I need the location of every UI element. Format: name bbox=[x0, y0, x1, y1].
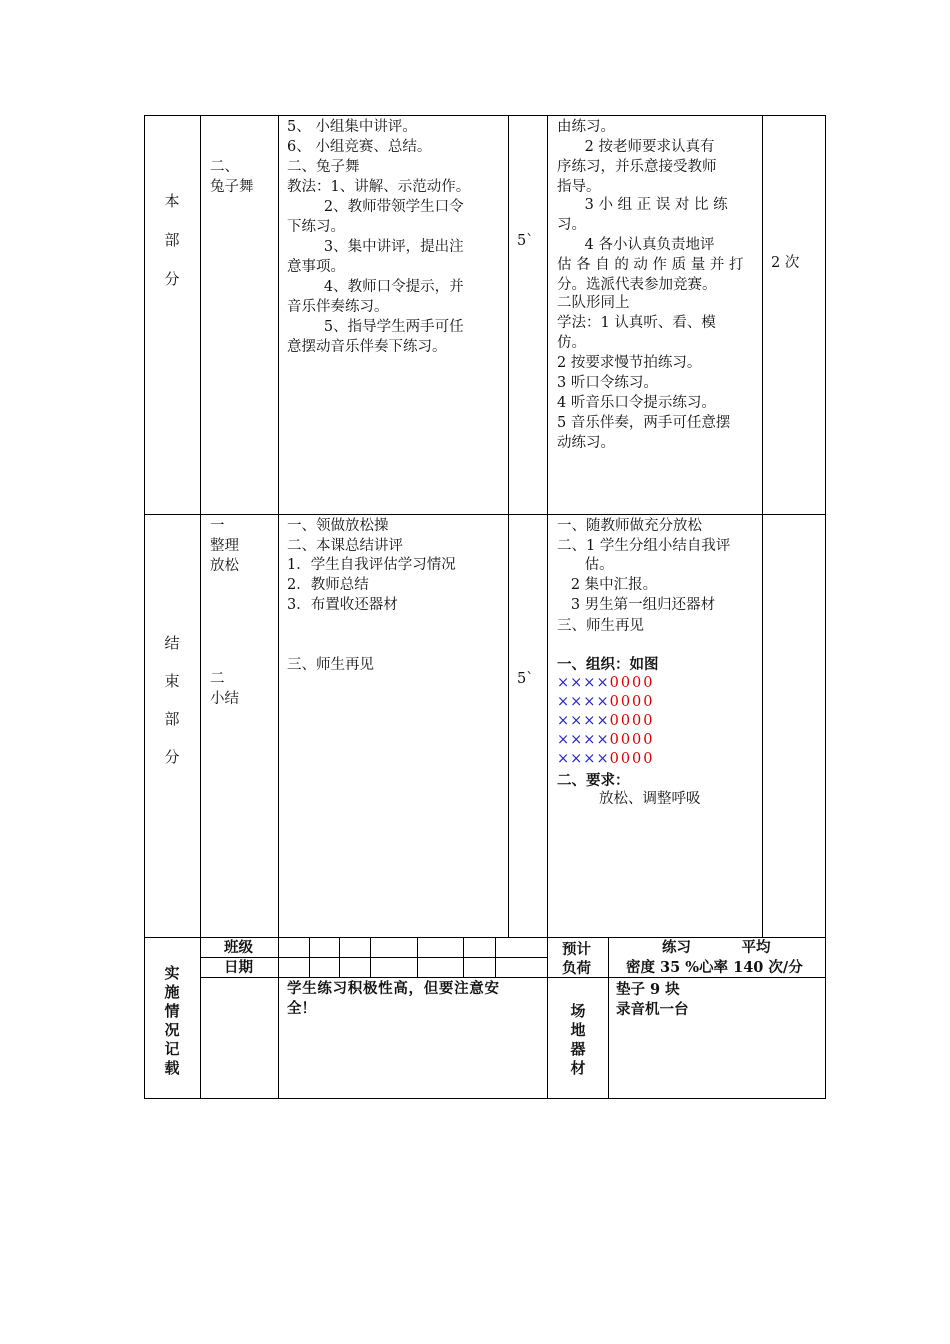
record-section-label bbox=[162, 962, 182, 1076]
main-section-char: 分 bbox=[164, 270, 180, 288]
teaching-line: 三、师生再见 bbox=[287, 657, 374, 673]
rule-rec-e bbox=[463, 937, 464, 978]
class-label: 班级 bbox=[224, 939, 253, 956]
rule-rec-f bbox=[495, 937, 496, 978]
teaching-line: 6、 小组竞赛、总结。 bbox=[287, 139, 432, 155]
teaching-line: 二、本课总结讲评 bbox=[287, 538, 403, 554]
teaching-line: 4、教师口令提示，并 bbox=[287, 279, 464, 295]
rule-col3 bbox=[508, 115, 509, 938]
rule-rec-c bbox=[370, 937, 371, 978]
teaching-line: 意事项。 bbox=[287, 259, 345, 275]
rule-col5 bbox=[762, 115, 763, 938]
rule-rec-d bbox=[417, 937, 418, 978]
main-section-label bbox=[162, 190, 182, 307]
formation-row bbox=[557, 693, 655, 713]
learning-line: 分。选派代表参加竞赛。 bbox=[557, 277, 717, 293]
rule-col1 bbox=[200, 115, 201, 1099]
ending-item-line: 整理 bbox=[210, 538, 239, 554]
learning-line: 学法：1 认真听、看、模 bbox=[557, 315, 716, 331]
rule-left bbox=[144, 115, 145, 1099]
rule-right bbox=[825, 115, 826, 1099]
formation-row bbox=[557, 750, 655, 770]
formation-crosses: ×××× bbox=[557, 694, 610, 710]
date-label: 日期 bbox=[224, 959, 253, 976]
load-value-line1: 练习 平均 bbox=[662, 939, 771, 956]
load-label-line: 预计 bbox=[562, 941, 591, 958]
learning-line: 一、随教师做充分放松 bbox=[557, 518, 702, 534]
teaching-line: 二、兔子舞 bbox=[287, 159, 360, 175]
teaching-line: 5、 小组集中讲评。 bbox=[287, 119, 417, 135]
teaching-line: 2、教师带领学生口令 bbox=[287, 199, 464, 215]
record-section-char: 实 bbox=[164, 964, 180, 982]
learning-line: 3 小 组 正 误 对 比 练 bbox=[557, 197, 728, 213]
learning-line: 5 音乐伴奏，两手可任意摆 bbox=[557, 415, 731, 431]
learning-line: 3 听口令练习。 bbox=[557, 375, 658, 391]
formation-circles: 0000 bbox=[609, 675, 655, 691]
ending-item-line: 放松 bbox=[210, 558, 239, 574]
main-section-char: 本 bbox=[164, 192, 180, 210]
rule-col4 bbox=[547, 115, 548, 1099]
load-value-line2: 密度 35 %心率 140 次/分 bbox=[626, 959, 803, 976]
record-section-char: 情 bbox=[164, 1002, 180, 1020]
record-section-char: 记 bbox=[164, 1040, 180, 1058]
learning-line: 3 男生第一组归还器材 bbox=[557, 597, 716, 613]
ending-section-char: 分 bbox=[164, 748, 180, 766]
organization-title: 一、组织：如图 bbox=[557, 656, 659, 673]
learning-line: 序练习，并乐意接受教师 bbox=[557, 159, 717, 175]
formation-crosses: ×××× bbox=[557, 713, 610, 729]
rule-col2 bbox=[278, 115, 279, 1099]
teaching-line: 一、领做放松操 bbox=[287, 518, 389, 534]
teaching-line: 下练习。 bbox=[287, 219, 345, 235]
load-label-line: 负荷 bbox=[562, 960, 591, 977]
formation-crosses: ×××× bbox=[557, 751, 610, 767]
formation-row bbox=[557, 731, 655, 751]
record-note: 学生练习积极性高，但要注意安全！ bbox=[287, 980, 499, 1017]
equipment-label-char: 地 bbox=[570, 1021, 586, 1039]
main-times: 2 次 bbox=[771, 255, 800, 271]
rule-rec-a bbox=[309, 937, 310, 978]
teaching-line: 意摆动音乐伴奏下练习。 bbox=[287, 339, 447, 355]
teaching-line: 3、集中讲评，提出注 bbox=[287, 239, 464, 255]
teaching-line: 5、指导学生两手可任 bbox=[287, 319, 464, 335]
ending-section-label bbox=[162, 632, 182, 784]
formation-circles: 0000 bbox=[609, 694, 655, 710]
ending-item-line: 二 bbox=[210, 671, 225, 687]
ending-section-char: 结 bbox=[164, 634, 180, 652]
ending-time: 5` bbox=[517, 671, 534, 687]
formation-crosses: ×××× bbox=[557, 732, 610, 748]
record-section-char: 施 bbox=[164, 983, 180, 1001]
teaching-line: 1．学生自我评估学习情况 bbox=[287, 557, 456, 573]
formation-crosses: ×××× bbox=[557, 675, 610, 691]
learning-line: 估。 bbox=[557, 557, 614, 573]
equipment-label bbox=[568, 1000, 588, 1076]
requirement-title: 二、要求： bbox=[557, 772, 630, 789]
main-item: 二、 兔子舞 bbox=[210, 159, 254, 195]
learning-line: 2 按老师要求认真有 bbox=[557, 139, 715, 155]
equipment-label-char: 场 bbox=[570, 1002, 586, 1020]
learning-line: 习。 bbox=[557, 217, 586, 233]
teaching-line: 3．布置收还器材 bbox=[287, 597, 398, 613]
rule-rec-b bbox=[339, 937, 340, 978]
teaching-line: 教法：1、讲解、示范动作。 bbox=[287, 179, 471, 195]
learning-line: 4 各小认真负责地评 bbox=[557, 237, 715, 253]
teaching-line: 音乐伴奏练习。 bbox=[287, 299, 389, 315]
learning-line: 动练习。 bbox=[557, 435, 615, 451]
rule-top bbox=[144, 115, 825, 116]
learning-line: 2 按要求慢节拍练习。 bbox=[557, 355, 702, 371]
record-section-char: 况 bbox=[164, 1021, 180, 1039]
learning-line: 二、1 学生分组小结自我评 bbox=[557, 538, 731, 554]
formation-circles: 0000 bbox=[609, 732, 655, 748]
learning-line: 三、师生再见 bbox=[557, 618, 644, 634]
ending-item-line: 小结 bbox=[210, 691, 239, 707]
rule-section bbox=[144, 514, 825, 515]
requirement-text: 放松、调整呼吸 bbox=[599, 791, 701, 807]
ending-section-char: 部 bbox=[164, 710, 180, 728]
main-time: 5` bbox=[517, 233, 534, 249]
formation-circles: 0000 bbox=[609, 751, 655, 767]
record-section-char: 载 bbox=[164, 1059, 180, 1077]
learning-line: 由练习。 bbox=[557, 119, 615, 135]
learning-line: 二队形同上 bbox=[557, 295, 630, 311]
rule-rec-g bbox=[608, 937, 609, 1099]
teaching-line: 2．教师总结 bbox=[287, 577, 369, 593]
equipment-item: 录音机一台 bbox=[616, 1001, 689, 1018]
learning-line: 2 集中汇报。 bbox=[557, 577, 658, 593]
rule-bottom bbox=[144, 1098, 825, 1099]
equipment-label-char: 材 bbox=[570, 1059, 586, 1077]
learning-line: 估 各 自 的 动 作 质 量 并 打 bbox=[557, 257, 744, 273]
formation-row bbox=[557, 674, 655, 694]
learning-line: 仿。 bbox=[557, 335, 586, 351]
equipment-label-char: 器 bbox=[570, 1040, 586, 1058]
formation-row bbox=[557, 712, 655, 732]
ending-item-line: 一 bbox=[210, 518, 225, 534]
formation-circles: 0000 bbox=[609, 713, 655, 729]
ending-section-char: 束 bbox=[164, 672, 180, 690]
learning-line: 4 听音乐口令提示练习。 bbox=[557, 395, 716, 411]
main-section-char: 部 bbox=[164, 231, 180, 249]
learning-line: 指导。 bbox=[557, 179, 601, 195]
equipment-item: 垫子 9 块 bbox=[616, 981, 680, 998]
